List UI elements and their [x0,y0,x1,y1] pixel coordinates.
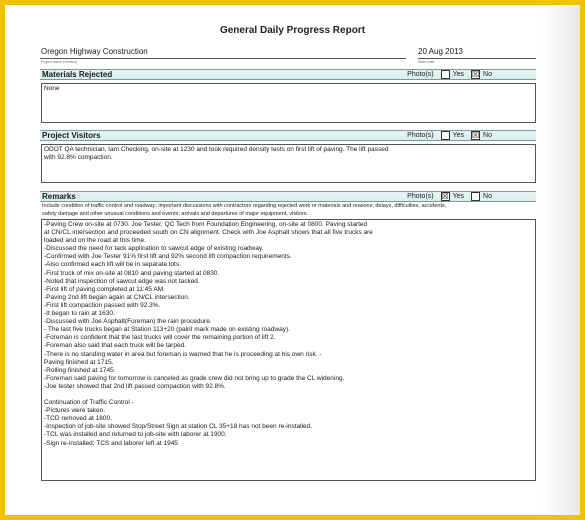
no-label: No [483,71,492,78]
remarks-line: -Rolling finished at 1745. [44,366,116,374]
project-name-value: Oregon Highway Construction [41,47,148,56]
remarks-line: -Foreman also said that each truck will be tarped. [44,342,186,350]
remarks-line: -First truck of mix on-site at 0810 and paving started at 0830. [44,269,220,277]
remarks-line: -Confirmed with Joe Tester 91% first lift and 92% second lift compaction requirements. [44,253,292,261]
materials-text[interactable] [41,83,536,123]
remarks-title: Remarks [42,192,76,201]
remarks-line: -There is no standing water in area but foreman is warned that he is proceeding at his own risk. - [44,350,322,358]
remarks-yes-checkbox[interactable]: ☒ [441,192,449,201]
yes-label: Yes [452,71,465,78]
visitors-yes-checkbox[interactable] [441,131,450,140]
visitors-title: Project Visitors [42,131,101,140]
materials-text-line: None [44,85,60,92]
yes-label: Yes [452,193,465,200]
remarks-note-line: Include condition of traffic control and roadway; important discussions with contractors regarding rejected work or materials and reasons; delays, difficulties, accidents, [42,203,447,209]
remarks-line: -Foreman is confident that the last trucks will cover the remaining portion of lift 2. [44,334,276,342]
page-shadow [540,5,580,515]
remarks-line [44,391,533,399]
materials-section-header [40,69,536,80]
remarks-line: -It began to rain at 1630. [44,310,115,318]
no-label: No [483,132,492,139]
remarks-line: -TCD removed at 1800. [44,415,112,423]
visitors-photo-options [407,131,496,140]
work-date-line [418,58,536,59]
remarks-line: loaded and on the road at this time. [44,237,146,245]
remarks-text[interactable] [41,219,536,481]
no-label: No [483,193,492,200]
project-name-label: Project Name (Section) [41,60,78,64]
remarks-line: -Also confirmed each lift will be in separate lots. [44,261,181,269]
materials-title: Materials Rejected [42,70,113,79]
visitors-no-checkbox[interactable]: ☒ [472,131,480,140]
remarks-line: -First lift compaction passed with 92.3%. [44,301,161,309]
remarks-line: -Discussed the need for tack application to sawcut edge of existing roadway. [44,245,264,253]
visitors-text[interactable] [41,144,536,183]
report-content [40,45,536,481]
remarks-line: -Noted that inspection of sawcut edge was not tacked. [44,277,200,285]
remarks-line: -Paving 2nd lift began again at CN/CL intersection. [44,293,190,301]
work-date-label: Work Date [418,60,435,64]
remarks-line: -Paving Crew on-site at 0730. Joe Tester, QC Tech from Foundation Engineering, on-site at 0800. Paving started [44,221,368,228]
remarks-line: -Inspection of job-site showed Stop/Street Sign at station CL 35+18 has not been re-installed. [44,423,313,431]
header-fields [40,45,536,69]
visitors-section-header [40,130,536,141]
project-name-line [40,58,406,59]
visitors-text-line: with 92.8% compaction. [44,154,113,162]
remarks-note-line: safety damage and other unusual conditions and events; arrivals and departures of major equipment, visitors. [42,210,308,217]
work-date-value: 20 Aug 2013 [418,47,463,56]
remarks-line: -Discussed with Joe Asphalt(Foreman) the rain procedure. [44,318,212,326]
remarks-line: -Foreman said paving for tomorrow is canceled as grade crew did not bring up to grade the CL widening. [44,374,345,382]
materials-photo-options [407,70,496,79]
visitors-text-line: ODOT QA technician, Iam Checking, on-site at 1230 and took required density tests on first lift of paving. The lift passed [44,146,389,153]
materials-no-checkbox[interactable]: ☒ [472,70,480,79]
remarks-line: -First lift of paving completed at 11:45 AM. [44,285,165,293]
materials-yes-checkbox[interactable] [441,70,450,79]
report-title: General Daily Progress Report [219,25,366,36]
remarks-line: -TCL was installed and returned to job-site with laborer at 1900. [44,431,227,439]
yes-label: Yes [452,132,465,139]
remarks-section-header [40,191,536,202]
photo-label: Photo(s) [407,193,434,200]
remarks-line: - The last five trucks began at Station 113+20 (paint mark made on existing roadway). [44,326,290,334]
remarks-line: at CN/CL intersection and proceeded south on CN alignment. Check with Joe Asphalt shows that all five trucks are [44,229,373,237]
remarks-instructions [40,203,536,218]
remarks-line: Continuation of Traffic Control - [44,399,134,407]
remarks-line: Paving finished at 1715. [44,358,114,366]
photo-label: Photo(s) [407,132,434,139]
remarks-photo-options [407,192,496,201]
remarks-line: -Joe tester showed that 2nd lift passed compaction with 92.8%. [44,382,226,390]
photo-label: Photo(s) [407,71,434,78]
remarks-line: -Pictures were taken. [44,407,106,415]
remarks-line: -Sign re-installed; TCS and laborer left at 1945 [44,439,178,447]
remarks-no-checkbox[interactable] [471,192,480,201]
